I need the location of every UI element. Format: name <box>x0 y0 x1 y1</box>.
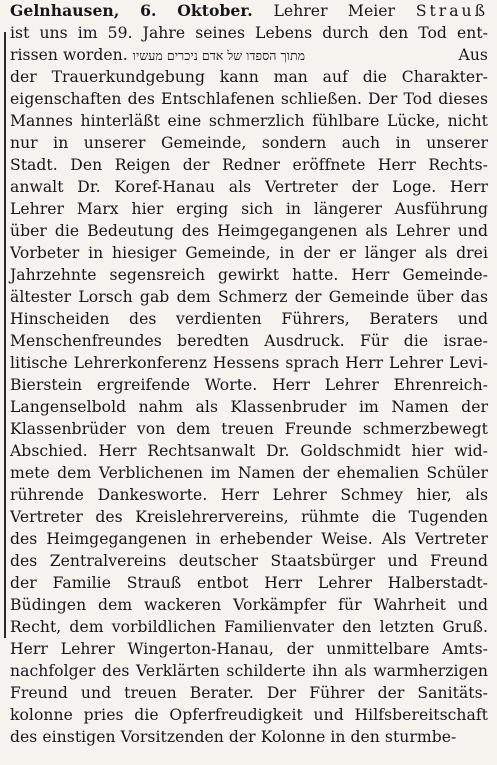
text-line: Büdingen dem wackeren Vorkämpfer für Wahrheit und <box>10 596 488 614</box>
article-headline-line <box>10 0 488 22</box>
text-line: Vorbeter in hiesiger Gemeinde, in der er länger als drei <box>10 244 488 262</box>
text-line: der Trauerkundgebung kann man auf die Charakter- <box>10 68 488 86</box>
text-line: des Zentralvereins deutscher Staatsbürger und Freund <box>10 552 488 570</box>
text-line: Bierstein ergreifende Worte. Herr Lehrer Ehrenreich- <box>10 376 488 394</box>
text-line: litische Lehrerkonferenz Hessens sprach Herr Lehrer Levi- <box>10 354 488 372</box>
text-line: Recht, dem vorbildlichen Familienvater den letzten Gruß. <box>10 618 488 636</box>
text-line-with-hebrew <box>10 44 488 66</box>
text-line: Vertreter des Kreislehrervereins, rühmte die Tugenden <box>10 508 488 526</box>
text-line: Lehrer Marx hier erging sich in längerer Ausführung <box>10 200 488 218</box>
text-line: Hinscheiden des verdienten Führers, Beraters und <box>10 310 488 328</box>
text-line: des Heimgegangenen in erhebender Weise. Als Vertreter <box>10 530 488 548</box>
text-line: Freund und treuen Berater. Der Führer der Sanitäts- <box>10 684 488 702</box>
text-line: Abschied. Herr Rechtsanwalt Dr. Goldschmidt hier wid- <box>10 442 488 460</box>
text-line: Jahrzehnte segensreich gewirkt hatte. Herr Gemeinde- <box>10 266 488 284</box>
text-line: Menschenfreundes beredten Ausdruck. Für die israe- <box>10 332 488 350</box>
text-line: anwalt Dr. Koref-Hanau als Vertreter der Loge. Herr <box>10 178 488 196</box>
text-line: Stadt. Den Reigen der Redner eröffnete Herr Rechts- <box>10 156 488 174</box>
text-line: mete dem Verblichenen im Namen der ehemalien Schüler <box>10 464 488 482</box>
text-line: Langenselbold nahm als Klassenbruder im Namen der <box>10 398 488 416</box>
text-line: Klassenbrüder von dem treuen Freunde schmerzbewegt <box>10 420 488 438</box>
text-line: rührende Dankesworte. Herr Lehrer Schmey hier, als <box>10 486 488 504</box>
headline-intro: Lehrer Meier <box>273 2 396 20</box>
text-line: der Familie Strauß entbot Herr Lehrer Halberstadt- <box>10 574 488 592</box>
text-line: eigenschaften des Entschlafenen schließen. Der Tod dieses <box>10 90 488 108</box>
text-line: nachfolger des Verklärten schilderte ihn als warmherzigen <box>10 662 488 680</box>
margin-rule <box>4 32 6 638</box>
hebrew-quote: מתוך הספדו של אדם ניכרים מעשיו <box>132 48 306 63</box>
text-line: über die Bedeutung des Heimgegangenen als Lehrer und <box>10 222 488 240</box>
place-date: Gelnhausen, 6. Oktober. <box>10 1 253 20</box>
text-line: Herr Lehrer Wingerton-Hanau, der unmittelbare Amts- <box>10 640 488 658</box>
text-line: ist uns im 59. Jahre seines Lebens durch den Tod ent- <box>10 24 488 42</box>
text-line: ältester Lorsch gab dem Schmerz der Gemeinde über das <box>10 288 488 306</box>
headline-name: Strauß <box>415 2 489 20</box>
text-line: kolonne pries die Opferfreudigkeit und Hilfsbereitschaft <box>10 706 488 724</box>
text-line: nur in unserer Gemeinde, sondern auch in unserer <box>10 134 488 152</box>
text-line: Mannes hinterläßt eine schmerzlich fühlbare Lücke, nicht <box>10 112 488 130</box>
text-line-final: des einstigen Vorsitzenden der Kolonne in den sturmbe- <box>10 728 457 746</box>
text-segment: rissen worden. <box>10 46 128 64</box>
text-segment: Aus <box>458 46 488 64</box>
